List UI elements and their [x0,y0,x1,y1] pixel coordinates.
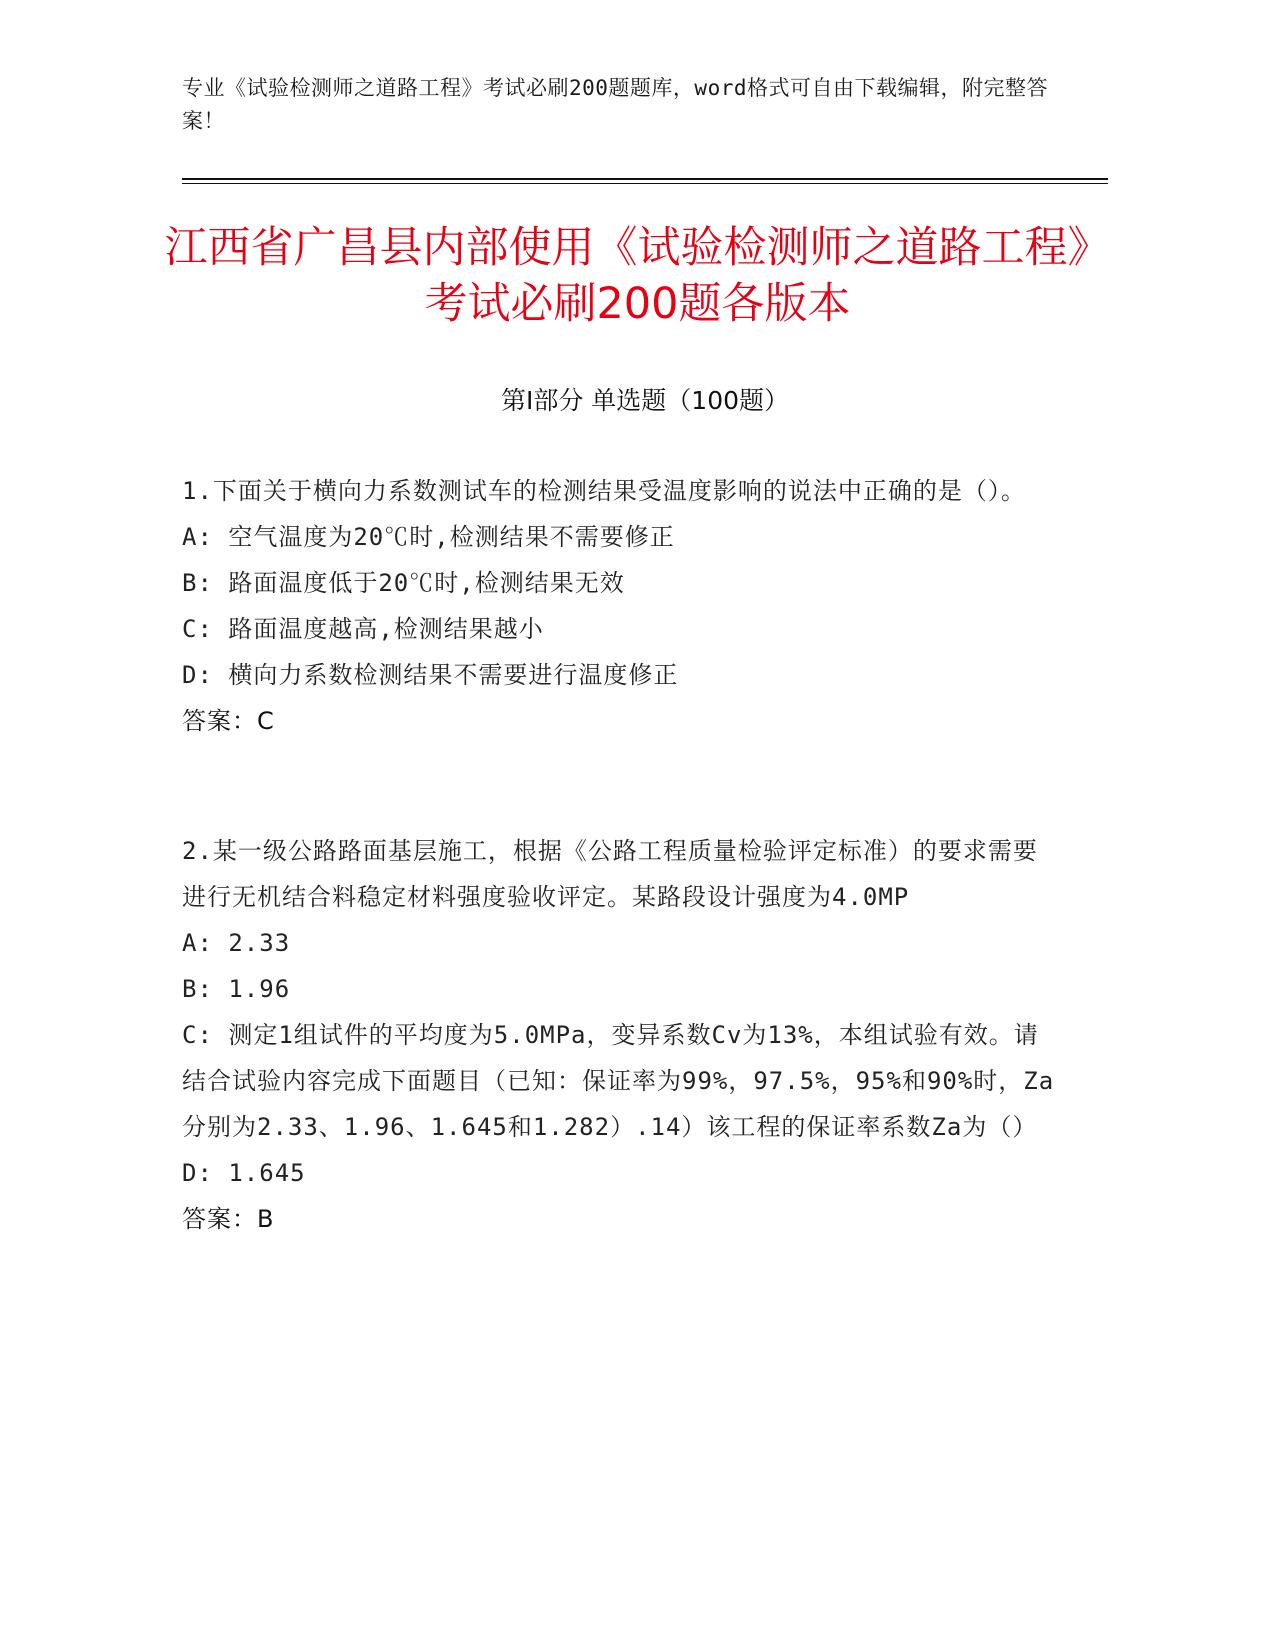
question-stem: 1.下面关于横向力系数测试车的检测结果受温度影响的说法中正确的是（）。 [182,477,1026,505]
section-heading: 第I部分 单选题（100题） [500,386,790,415]
answer-line: 答案：B [182,1205,275,1233]
header-note: 专业《试验检测师之道路工程》考试必刷200题题库，word格式可自由下载编辑，附完整答案！ [182,76,1048,133]
option-c: C: 测定1组试件的平均度为5.0MPa，变异系数Cv为13%，本组试验有效。请结合试验内容完成下面题目（已知：保证率为99%，97.5%，95%和90%时，Za分别为2.33、1.96、1.645和1.282）.14）该工程的保证率系数Za为（） [182,1021,1055,1141]
option-d: D: 横向力系数检测结果不需要进行温度修正 [182,661,679,689]
option-a: A: 2.33 [182,929,291,957]
question-stem: 2.某一级公路路面基层施工，根据《公路工程质量检验评定标准）的要求需要进行无机结合料稳定材料强度验收评定。某路段设计强度为4.0MP [182,837,1038,911]
document-title: 江西省广昌县内部使用《试验检测师之道路工程》考试必刷200题各版本 [164,223,1111,329]
answer-line: 答案：C [182,707,275,735]
option-d: D: 1.645 [182,1159,306,1187]
option-c: C: 路面温度越高,检测结果越小 [182,615,544,643]
question-item [182,468,1062,744]
option-b: B: 1.96 [182,975,291,1003]
header-rule-thick [182,178,1108,180]
header-rule-thin [182,183,1108,184]
option-a: A: 空气温度为20℃时,检测结果不需要修正 [182,523,675,551]
question-item [182,828,1062,1242]
option-b: B: 路面温度低于20℃时,检测结果无效 [182,569,625,597]
